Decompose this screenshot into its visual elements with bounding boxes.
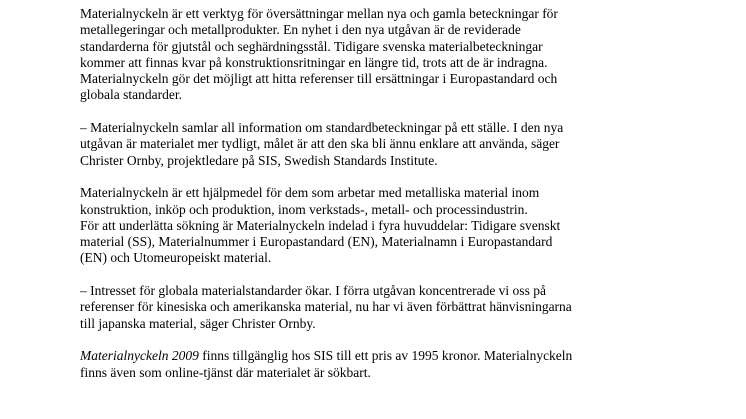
paragraph-intro bbox=[80, 6, 680, 104]
text-line: kommer att finnas kvar på konstruktionsritningar en längre tid, trots att de är indragna. bbox=[80, 54, 548, 70]
text-line: globala standarder. bbox=[80, 87, 182, 103]
text-line: konstruktion, inköp och produktion, inom verkstads-, metall- och processindustrin. bbox=[80, 201, 528, 217]
text-line: (EN) och Utomeuropeiskt material. bbox=[80, 250, 272, 266]
text-line: metallegeringar och metallprodukter. En nyhet i den nya utgåvan är de reviderade bbox=[80, 22, 521, 38]
text-line: Materialnyckeln är ett verktyg för översättningar mellan nya och gamla beteckningar för bbox=[80, 6, 558, 21]
text-line: material (SS), Materialnummer i Europastandard (EN), Materialnamn i Europastandard bbox=[80, 234, 553, 250]
text-fragment: finns tillgänglig hos SIS till ett pris av 1995 kronor. Materialnyckeln bbox=[198, 348, 573, 364]
paragraph-quote-1 bbox=[80, 120, 680, 169]
text-line: Christer Ornby, projektledare på SIS, Swedish Standards Institute. bbox=[80, 152, 438, 168]
document-body bbox=[80, 6, 680, 381]
text-line: Materialnyckeln är ett hjälpmedel för dem som arbetar med metalliska material inom bbox=[80, 185, 540, 201]
text-line: Materialnyckeln gör det möjligt att hitta referenser till ersättningar i Europastandard och bbox=[80, 71, 558, 87]
text-line: till japanska material, säger Christer Ornby. bbox=[80, 315, 316, 331]
paragraph-availability bbox=[80, 348, 680, 381]
text-line: – Materialnyckeln samlar all information om standardbeteckningar på ett ställe. I den nya bbox=[80, 120, 564, 136]
text-line: utgåvan är materialet mer tydligt, målet är att den ska bli ännu enklare att använda, säger bbox=[80, 136, 560, 152]
text-line: standarderna för gjutstål och seghärdningsstål. Tidigare svenska materialbeteckningar bbox=[80, 38, 543, 54]
paragraph-usage bbox=[80, 185, 680, 266]
text-line: referenser för kinesiska och amerikanska material, nu har vi även förbättrat hänvisningarna bbox=[80, 299, 572, 315]
text-line: finns även som online-tjänst där materialet är sökbart. bbox=[80, 364, 371, 380]
text-line bbox=[80, 348, 680, 364]
text-line: För att underlätta sökning är Materialnyckeln indelad i fyra huvuddelar: Tidigare svenskt bbox=[80, 217, 561, 233]
publication-title: Materialnyckeln 2009 bbox=[80, 348, 199, 364]
paragraph-quote-2 bbox=[80, 283, 680, 332]
text-line: – Intresset för globala materialstandarder ökar. I förra utgåvan koncentrerade vi oss på bbox=[80, 283, 546, 299]
